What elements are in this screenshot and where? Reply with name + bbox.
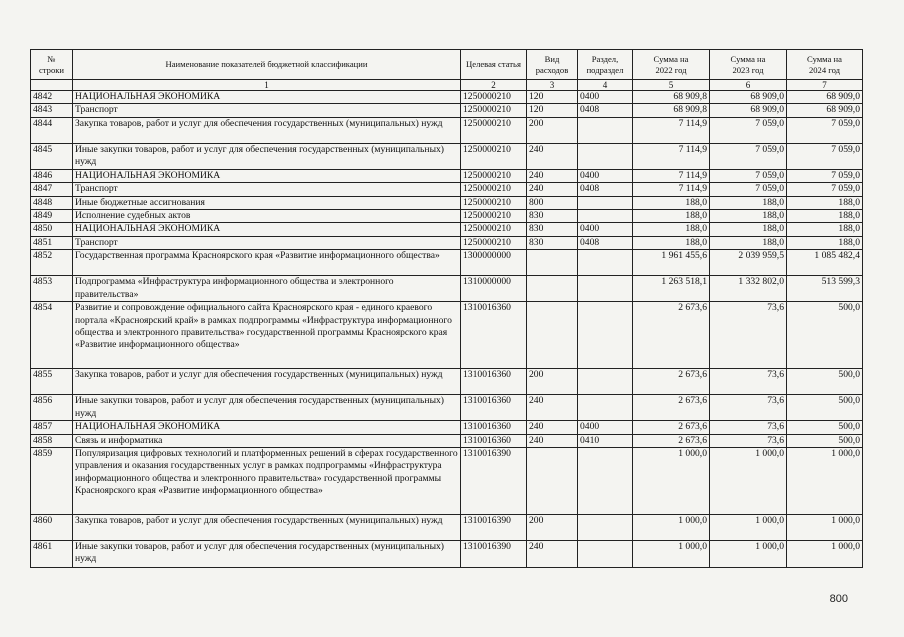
row-number: 4845 (31, 143, 73, 169)
row-number: 4848 (31, 196, 73, 209)
row-sum-2024: 500,0 (787, 369, 863, 395)
row-sum-2023: 73,6 (710, 421, 787, 434)
row-name: Закупка товаров, работ и услуг для обеспечения государственных (муниципальных) нужд (73, 515, 461, 541)
header-sum-2023: Сумма на 2023 год (710, 50, 787, 80)
table-row (31, 236, 863, 249)
row-expense-kind: 800 (527, 196, 578, 209)
table-row (31, 369, 863, 395)
row-sum-2022: 1 961 455,6 (633, 250, 710, 276)
column-number: 4 (578, 80, 633, 91)
row-expense-kind (527, 276, 578, 302)
row-name: Транспорт (73, 236, 461, 249)
header-sum-2024: Сумма на 2024 год (787, 50, 863, 80)
row-sum-2022: 7 114,9 (633, 183, 710, 196)
row-sum-2023: 7 059,0 (710, 183, 787, 196)
row-expense-kind (527, 250, 578, 276)
row-sum-2024: 188,0 (787, 236, 863, 249)
row-sum-2022: 2 673,6 (633, 369, 710, 395)
row-number: 4847 (31, 183, 73, 196)
row-name: Иные закупки товаров, работ и услуг для обеспечения государственных (муниципальных) нужд (73, 395, 461, 421)
row-number: 4852 (31, 250, 73, 276)
row-sum-2022: 1 263 518,1 (633, 276, 710, 302)
row-sum-2024: 500,0 (787, 434, 863, 447)
row-sum-2022: 2 673,6 (633, 302, 710, 369)
row-expense-kind: 240 (527, 183, 578, 196)
row-number: 4853 (31, 276, 73, 302)
row-sum-2024: 7 059,0 (787, 183, 863, 196)
row-name: Подпрограмма «Инфраструктура информационного общества и электронного правительства» (73, 276, 461, 302)
page-number: 800 (829, 593, 848, 605)
row-number: 4854 (31, 302, 73, 369)
row-section (578, 210, 633, 223)
row-sum-2023: 73,6 (710, 369, 787, 395)
row-sum-2022: 7 114,9 (633, 143, 710, 169)
row-sum-2024: 7 059,0 (787, 169, 863, 182)
header-target: Целевая статья (461, 50, 527, 80)
row-sum-2023: 188,0 (710, 210, 787, 223)
table-row (31, 143, 863, 169)
table-row (31, 223, 863, 236)
table-row (31, 434, 863, 447)
row-expense-kind (527, 448, 578, 515)
table-row (31, 276, 863, 302)
table-row (31, 541, 863, 568)
row-target-code: 1310016360 (461, 421, 527, 434)
table-body (31, 91, 863, 568)
row-sum-2024: 7 059,0 (787, 143, 863, 169)
row-sum-2024: 188,0 (787, 196, 863, 209)
row-expense-kind (527, 302, 578, 369)
row-section (578, 515, 633, 541)
header-section: Раздел, подраздел (578, 50, 633, 80)
row-sum-2024: 1 000,0 (787, 448, 863, 515)
header-sum-2022: Сумма на 2022 год (633, 50, 710, 80)
row-expense-kind: 830 (527, 210, 578, 223)
table-row (31, 421, 863, 434)
row-number: 4844 (31, 117, 73, 143)
row-name: Связь и информатика (73, 434, 461, 447)
row-target-code: 1250000210 (461, 104, 527, 117)
row-target-code: 1250000210 (461, 183, 527, 196)
header-row-no: № строки (31, 50, 73, 80)
row-sum-2024: 7 059,0 (787, 117, 863, 143)
row-name: НАЦИОНАЛЬНАЯ ЭКОНОМИКА (73, 223, 461, 236)
row-sum-2023: 73,6 (710, 395, 787, 421)
row-section: 0408 (578, 104, 633, 117)
row-section: 0400 (578, 421, 633, 434)
row-sum-2022: 1 000,0 (633, 541, 710, 568)
row-number: 4850 (31, 223, 73, 236)
table-row (31, 169, 863, 182)
row-target-code: 1310000000 (461, 276, 527, 302)
row-number: 4858 (31, 434, 73, 447)
column-number-row (31, 80, 863, 91)
row-number: 4843 (31, 104, 73, 117)
row-sum-2023: 7 059,0 (710, 169, 787, 182)
row-sum-2024: 188,0 (787, 223, 863, 236)
row-sum-2024: 68 909,0 (787, 104, 863, 117)
table-row (31, 183, 863, 196)
row-expense-kind: 240 (527, 541, 578, 568)
row-section: 0408 (578, 236, 633, 249)
row-sum-2023: 188,0 (710, 223, 787, 236)
row-sum-2023: 73,6 (710, 302, 787, 369)
row-number: 4849 (31, 210, 73, 223)
row-number: 4857 (31, 421, 73, 434)
row-sum-2023: 2 039 959,5 (710, 250, 787, 276)
row-sum-2024: 500,0 (787, 421, 863, 434)
row-name: Популяризация цифровых технологий и платформенных решений в сферах государственного управления и оказания государственных услуг в рамках подпрограммы «Инфраструктура информационного общества и электронного правительства» государственной программы Красноярского края «Развитие информационного общества» (73, 448, 461, 515)
row-expense-kind: 240 (527, 169, 578, 182)
table-row (31, 302, 863, 369)
row-sum-2022: 2 673,6 (633, 434, 710, 447)
table-row (31, 395, 863, 421)
row-section: 0400 (578, 169, 633, 182)
row-target-code: 1310016360 (461, 434, 527, 447)
column-number (31, 80, 73, 91)
row-name: Государственная программа Красноярского края «Развитие информационного общества» (73, 250, 461, 276)
row-name: Иные бюджетные ассигнования (73, 196, 461, 209)
row-sum-2024: 500,0 (787, 302, 863, 369)
table-row (31, 250, 863, 276)
row-name: Транспорт (73, 104, 461, 117)
row-name: НАЦИОНАЛЬНАЯ ЭКОНОМИКА (73, 421, 461, 434)
row-target-code: 1250000210 (461, 236, 527, 249)
row-section (578, 117, 633, 143)
row-target-code: 1300000000 (461, 250, 527, 276)
column-number: 6 (710, 80, 787, 91)
row-expense-kind: 240 (527, 143, 578, 169)
table-row (31, 104, 863, 117)
row-expense-kind: 830 (527, 223, 578, 236)
row-name: Иные закупки товаров, работ и услуг для обеспечения государственных (муниципальных) нужд (73, 143, 461, 169)
column-number: 1 (73, 80, 461, 91)
row-sum-2024: 1 085 482,4 (787, 250, 863, 276)
row-section (578, 250, 633, 276)
row-sum-2023: 188,0 (710, 236, 787, 249)
row-sum-2023: 68 909,0 (710, 104, 787, 117)
row-expense-kind: 120 (527, 104, 578, 117)
row-expense-kind: 240 (527, 434, 578, 447)
table-header (31, 50, 863, 91)
row-sum-2022: 1 000,0 (633, 448, 710, 515)
row-target-code: 1250000210 (461, 196, 527, 209)
row-sum-2023: 7 059,0 (710, 143, 787, 169)
table-row (31, 448, 863, 515)
row-section (578, 448, 633, 515)
row-expense-kind: 200 (527, 515, 578, 541)
row-target-code: 1310016360 (461, 369, 527, 395)
row-number: 4851 (31, 236, 73, 249)
row-sum-2023: 1 000,0 (710, 448, 787, 515)
row-name: Иные закупки товаров, работ и услуг для обеспечения государственных (муниципальных) нужд (73, 541, 461, 568)
row-section (578, 143, 633, 169)
row-sum-2023: 73,6 (710, 434, 787, 447)
row-sum-2022: 2 673,6 (633, 395, 710, 421)
row-section (578, 302, 633, 369)
row-name: Закупка товаров, работ и услуг для обеспечения государственных (муниципальных) нужд (73, 117, 461, 143)
row-sum-2024: 188,0 (787, 210, 863, 223)
row-section (578, 276, 633, 302)
table-row (31, 210, 863, 223)
row-section (578, 369, 633, 395)
row-sum-2024: 513 599,3 (787, 276, 863, 302)
row-sum-2023: 188,0 (710, 196, 787, 209)
row-target-code: 1250000210 (461, 143, 527, 169)
row-expense-kind: 200 (527, 117, 578, 143)
budget-table (30, 49, 863, 568)
row-sum-2023: 68 909,0 (710, 91, 787, 104)
row-sum-2022: 7 114,9 (633, 169, 710, 182)
row-target-code: 1250000210 (461, 91, 527, 104)
row-section: 0400 (578, 223, 633, 236)
row-name: НАЦИОНАЛЬНАЯ ЭКОНОМИКА (73, 169, 461, 182)
row-target-code: 1310016390 (461, 541, 527, 568)
column-number: 2 (461, 80, 527, 91)
row-section: 0408 (578, 183, 633, 196)
row-name: Транспорт (73, 183, 461, 196)
row-target-code: 1250000210 (461, 169, 527, 182)
row-target-code: 1310016360 (461, 302, 527, 369)
table-row (31, 196, 863, 209)
row-number: 4855 (31, 369, 73, 395)
row-sum-2022: 188,0 (633, 196, 710, 209)
header-kind: Вид расходов (527, 50, 578, 80)
row-number: 4861 (31, 541, 73, 568)
row-name: Закупка товаров, работ и услуг для обеспечения государственных (муниципальных) нужд (73, 369, 461, 395)
row-number: 4859 (31, 448, 73, 515)
row-sum-2022: 68 909,8 (633, 104, 710, 117)
row-sum-2022: 188,0 (633, 236, 710, 249)
row-expense-kind: 120 (527, 91, 578, 104)
row-section (578, 541, 633, 568)
row-sum-2022: 7 114,9 (633, 117, 710, 143)
row-name: НАЦИОНАЛЬНАЯ ЭКОНОМИКА (73, 91, 461, 104)
row-number: 4846 (31, 169, 73, 182)
row-name: Развитие и сопровождение официального сайта Красноярского края - единого краевого портала «Красноярский край» в рамках подпрограммы «Инфраструктура информационного общества и электронного правительства» государственной программы Красноярского края «Развитие информационного общества» (73, 302, 461, 369)
row-sum-2022: 188,0 (633, 223, 710, 236)
table-row (31, 91, 863, 104)
column-number: 5 (633, 80, 710, 91)
row-expense-kind: 240 (527, 395, 578, 421)
row-number: 4860 (31, 515, 73, 541)
row-expense-kind: 830 (527, 236, 578, 249)
row-sum-2024: 1 000,0 (787, 541, 863, 568)
row-section (578, 196, 633, 209)
row-sum-2024: 68 909,0 (787, 91, 863, 104)
row-section: 0400 (578, 91, 633, 104)
row-target-code: 1310016360 (461, 395, 527, 421)
row-sum-2024: 500,0 (787, 395, 863, 421)
row-target-code: 1250000210 (461, 223, 527, 236)
row-sum-2023: 1 000,0 (710, 515, 787, 541)
column-number: 3 (527, 80, 578, 91)
row-number: 4842 (31, 91, 73, 104)
row-sum-2022: 188,0 (633, 210, 710, 223)
row-sum-2023: 7 059,0 (710, 117, 787, 143)
row-sum-2024: 1 000,0 (787, 515, 863, 541)
column-number: 7 (787, 80, 863, 91)
row-number: 4856 (31, 395, 73, 421)
row-target-code: 1310016390 (461, 448, 527, 515)
row-sum-2022: 1 000,0 (633, 515, 710, 541)
row-expense-kind: 240 (527, 421, 578, 434)
table-row (31, 117, 863, 143)
row-expense-kind: 200 (527, 369, 578, 395)
row-section (578, 395, 633, 421)
row-sum-2023: 1 000,0 (710, 541, 787, 568)
table-row (31, 515, 863, 541)
row-target-code: 1250000210 (461, 117, 527, 143)
row-section: 0410 (578, 434, 633, 447)
row-sum-2023: 1 332 802,0 (710, 276, 787, 302)
row-sum-2022: 68 909,8 (633, 91, 710, 104)
row-name: Исполнение судебных актов (73, 210, 461, 223)
row-target-code: 1250000210 (461, 210, 527, 223)
row-sum-2022: 2 673,6 (633, 421, 710, 434)
row-target-code: 1310016390 (461, 515, 527, 541)
header-name: Наименование показателей бюджетной классификации (73, 50, 461, 80)
